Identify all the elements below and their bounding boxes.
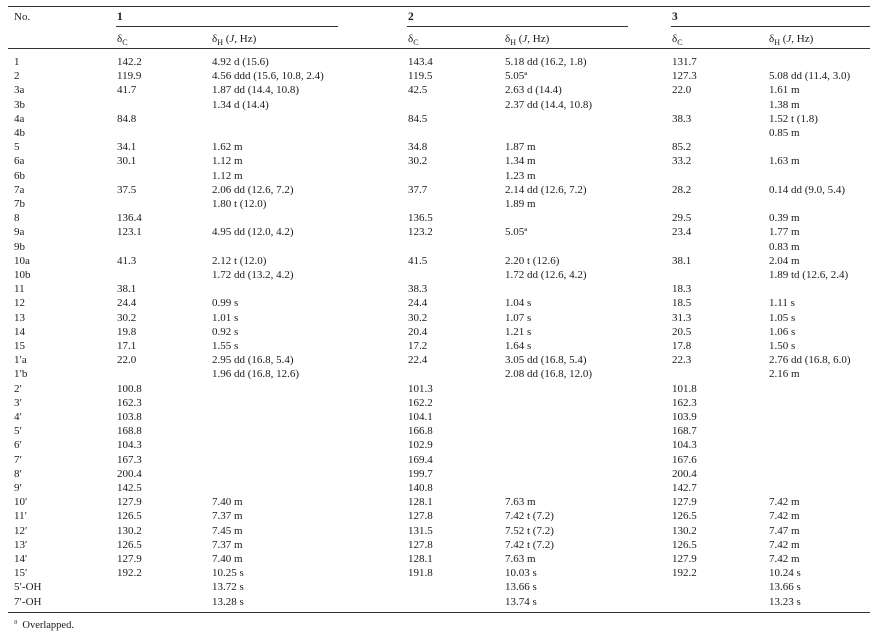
cell-c3: 200.4 <box>672 467 697 480</box>
cell-no: 2′ <box>14 382 22 395</box>
cell-no: 9b <box>14 240 25 253</box>
cell-no: 6a <box>14 155 25 168</box>
cell-h3: 13.23 s <box>769 595 801 608</box>
cell-c3: 142.7 <box>672 482 697 494</box>
cell-h2: 1.34 m <box>505 155 536 168</box>
cell-h3: 0.14 dd (9.0, 5.4) <box>769 183 846 196</box>
cell-h2: 1.07 s <box>505 311 532 324</box>
cell-c1: 41.3 <box>117 254 137 267</box>
cell-c3: 130.2 <box>672 524 697 537</box>
cell-c1: 142.2 <box>117 56 142 68</box>
cell-c3: 127.9 <box>672 496 697 509</box>
cell-h1: 7.40 m <box>212 553 243 565</box>
cell-c2: 199.7 <box>408 467 433 480</box>
cell-c2: 166.8 <box>408 425 433 438</box>
cell-h1: 1.62 m <box>212 141 243 154</box>
compound-3-header: 3 <box>672 11 678 23</box>
cell-h1: 10.25 s <box>212 567 244 580</box>
cell-h2: 7.42 t (7.2) <box>505 510 554 523</box>
cell-h2: 3.05 dd (16.8, 5.4) <box>505 354 587 367</box>
cell-h2: 1.21 s <box>505 325 532 338</box>
cell-h1: 1.96 dd (16.8, 12.6) <box>212 368 300 381</box>
cell-no: 6′ <box>14 439 22 452</box>
cell-c2: 38.3 <box>408 283 428 296</box>
cell-c3: 126.5 <box>672 510 697 523</box>
footnote-text: Overlapped. <box>22 620 74 631</box>
cell-no: 14 <box>14 325 25 338</box>
cell-h1: 2.06 dd (12.6, 7.2) <box>212 183 294 196</box>
cell-h1: 7.40 m <box>212 496 243 509</box>
column-header-no: No. <box>14 11 31 23</box>
cell-c3: 127.3 <box>672 70 697 83</box>
cell-no: 14′ <box>14 553 28 565</box>
cell-h2: 7.63 m <box>505 553 536 565</box>
cell-c2: 169.4 <box>408 453 433 466</box>
cell-c3: 192.2 <box>672 567 697 580</box>
cell-c3: 23.4 <box>672 226 692 239</box>
cell-h2: 2.37 dd (14.4, 10.8) <box>505 98 593 111</box>
cell-c3: 127.9 <box>672 553 697 565</box>
cell-c3: 22.0 <box>672 84 692 97</box>
cell-h2: 7.52 t (7.2) <box>505 524 554 537</box>
cell-h2: 1.89 m <box>505 198 536 210</box>
cell-c3: 168.7 <box>672 425 697 438</box>
cell-h1: 2.12 t (12.0) <box>212 254 267 267</box>
cell-h3: 1.50 s <box>769 340 796 352</box>
cell-c2: 101.3 <box>408 382 433 395</box>
cell-h2: 7.42 t (7.2) <box>505 538 554 551</box>
cell-h1: 0.92 s <box>212 325 239 338</box>
cell-h3: 1.52 t (1.8) <box>769 112 818 125</box>
cell-h2: 1.87 m <box>505 141 536 154</box>
cell-c3: 131.7 <box>672 56 697 68</box>
cell-c1: 127.9 <box>117 496 142 509</box>
cell-c2: 104.1 <box>408 411 433 423</box>
cell-no: 6b <box>14 169 25 182</box>
cell-c2: 30.2 <box>408 311 428 324</box>
cell-c3: 85.2 <box>672 141 692 154</box>
cell-c2: 128.1 <box>408 553 433 565</box>
cell-no: 12 <box>14 297 25 310</box>
cell-h1: 13.28 s <box>212 595 244 608</box>
cell-c2: 84.5 <box>408 112 428 125</box>
cell-h1: 0.99 s <box>212 297 239 310</box>
cell-h2: 13.66 s <box>505 581 537 594</box>
cell-c2: 42.5 <box>408 84 428 97</box>
cell-h2: 5.05ª <box>505 70 528 83</box>
cell-h1: 7.45 m <box>212 524 243 537</box>
subheader-dc-3: $\delta_C$ <box>672 33 683 48</box>
cell-c3: 167.6 <box>672 453 697 466</box>
cell-h3: 1.38 m <box>769 98 800 111</box>
cell-c2: 20.4 <box>408 325 428 338</box>
compound-2-header: 2 <box>408 11 414 23</box>
cell-no: 13′ <box>14 538 28 551</box>
cell-c1: 34.1 <box>117 141 137 154</box>
cell-h1: 1.55 s <box>212 340 239 352</box>
cell-c3: 20.5 <box>672 325 692 338</box>
cell-c3: 28.2 <box>672 183 692 196</box>
cell-c1: 136.4 <box>117 212 142 225</box>
cell-c2: 128.1 <box>408 496 433 509</box>
cell-h1: 2.95 dd (16.8, 5.4) <box>212 354 294 367</box>
cell-c3: 101.8 <box>672 382 697 395</box>
cell-no: 9′ <box>14 482 22 494</box>
cell-h3: 1.63 m <box>769 155 800 168</box>
cell-h3: 13.66 s <box>769 581 801 594</box>
cell-no: 1′b <box>14 368 28 381</box>
cell-c2: 191.8 <box>408 567 433 580</box>
cell-h3: 1.06 s <box>769 325 796 338</box>
subheader-dc-2: $\delta_C$ <box>408 33 419 48</box>
cell-c3: 162.3 <box>672 396 697 409</box>
cell-h1: 1.87 dd (14.4, 10.8) <box>212 84 300 97</box>
cell-h1: 1.01 s <box>212 311 239 324</box>
cell-no: 11′ <box>14 510 27 523</box>
subheader-dh-2: $\delta_H$ (J, Hz) <box>505 33 550 48</box>
cell-h1: 1.80 t (12.0) <box>212 198 267 210</box>
cell-c1: 126.5 <box>117 538 142 551</box>
cell-c2: 22.4 <box>408 354 428 367</box>
cell-c1: 84.8 <box>117 112 137 125</box>
compound-1-rule <box>116 26 338 27</box>
cell-c2: 127.8 <box>408 510 433 523</box>
cell-c3: 18.5 <box>672 297 692 310</box>
cell-no: 4b <box>14 127 25 139</box>
cell-no: 3b <box>14 98 25 111</box>
cell-c1: 17.1 <box>117 340 137 352</box>
footnote <box>14 619 74 633</box>
cell-no: 8 <box>14 212 20 225</box>
cell-c3: 29.5 <box>672 212 692 225</box>
cell-c3: 31.3 <box>672 311 692 324</box>
subheader-dc-1: $\delta_C$ <box>117 33 128 48</box>
cell-h2: 5.05ª <box>505 226 528 239</box>
cell-c1: 162.3 <box>117 396 142 409</box>
cell-c3: 38.3 <box>672 112 692 125</box>
cell-h1: 7.37 m <box>212 538 243 551</box>
cell-h3: 5.08 dd (11.4, 3.0) <box>769 70 851 83</box>
cell-c1: 103.8 <box>117 411 142 423</box>
cell-c2: 162.2 <box>408 396 433 409</box>
cell-c1: 200.4 <box>117 467 142 480</box>
cell-c1: 30.1 <box>117 155 137 168</box>
cell-c2: 17.2 <box>408 340 428 352</box>
cell-h2: 1.04 s <box>505 297 532 310</box>
cell-no: 12′ <box>14 524 28 537</box>
cell-no: 5′ <box>14 425 22 438</box>
cell-no: 9a <box>14 226 25 239</box>
cell-h1: 1.12 m <box>212 169 243 182</box>
cell-h3: 1.61 m <box>769 84 800 97</box>
cell-h2: 10.03 s <box>505 567 537 580</box>
cell-no: 10′ <box>14 496 28 509</box>
cell-h3: 2.76 dd (16.8, 6.0) <box>769 354 851 367</box>
cell-c3: 103.9 <box>672 411 697 423</box>
cell-no: 1′a <box>14 354 27 367</box>
cell-h1: 4.95 dd (12.0, 4.2) <box>212 226 294 239</box>
cell-no: 10b <box>14 269 31 281</box>
cell-c1: 24.4 <box>117 297 137 310</box>
cell-c1: 100.8 <box>117 382 142 395</box>
cell-h1: 1.12 m <box>212 155 243 168</box>
cell-no: 3a <box>14 84 25 97</box>
cell-h3: 0.85 m <box>769 127 800 139</box>
cell-h2: 5.18 dd (16.2, 1.8) <box>505 56 587 68</box>
cell-c3: 17.8 <box>672 340 692 352</box>
cell-h3: 1.89 td (12.6, 2.4) <box>769 269 849 281</box>
cell-h3: 7.42 m <box>769 510 800 523</box>
cell-h2: 1.23 m <box>505 169 536 182</box>
cell-h3: 0.39 m <box>769 212 800 225</box>
cell-h2: 1.64 s <box>505 340 532 352</box>
cell-h2: 1.72 dd (12.6, 4.2) <box>505 269 587 281</box>
table-top-rule <box>8 6 870 7</box>
cell-c1: 192.2 <box>117 567 142 580</box>
cell-c1: 142.5 <box>117 482 142 494</box>
cell-c2: 102.9 <box>408 439 433 452</box>
cell-h2: 2.08 dd (16.8, 12.0) <box>505 368 593 381</box>
cell-no: 4′ <box>14 411 22 423</box>
cell-no: 7b <box>14 198 25 210</box>
cell-c3: 22.3 <box>672 354 692 367</box>
cell-c2: 131.5 <box>408 524 433 537</box>
cell-h3: 2.16 m <box>769 368 800 381</box>
cell-no: 7′ <box>14 453 22 466</box>
cell-c2: 143.4 <box>408 56 433 68</box>
cell-no: 2 <box>14 70 20 83</box>
cell-c1: 19.8 <box>117 325 137 338</box>
cell-no: 13 <box>14 311 25 324</box>
cell-h3: 1.11 s <box>769 297 795 310</box>
cell-no: 10a <box>14 254 30 267</box>
cell-h2: 7.63 m <box>505 496 536 509</box>
cell-h1: 4.56 ddd (15.6, 10.8, 2.4) <box>212 70 324 83</box>
table-bottom-rule <box>8 612 870 613</box>
cell-c3: 126.5 <box>672 538 697 551</box>
cell-no: 7′-OH <box>14 595 42 608</box>
cell-c1: 168.8 <box>117 425 142 438</box>
footnote-mark: a <box>14 617 18 626</box>
cell-c2: 24.4 <box>408 297 428 310</box>
cell-c3: 18.3 <box>672 283 692 296</box>
compound-1-header: 1 <box>117 11 123 23</box>
cell-h3: 7.47 m <box>769 524 800 537</box>
cell-c1: 104.3 <box>117 439 142 452</box>
cell-h1: 4.92 d (15.6) <box>212 56 269 68</box>
cell-c1: 119.9 <box>117 70 142 83</box>
cell-c2: 127.8 <box>408 538 433 551</box>
cell-h3: 7.42 m <box>769 538 800 551</box>
cell-h2: 13.74 s <box>505 595 537 608</box>
cell-h1: 13.72 s <box>212 581 244 594</box>
cell-h3: 7.42 m <box>769 496 800 509</box>
compound-3-rule <box>671 26 870 27</box>
cell-h3: 1.77 m <box>769 226 800 239</box>
cell-c1: 22.0 <box>117 354 137 367</box>
cell-no: 4a <box>14 112 25 125</box>
cell-no: 8′ <box>14 467 22 480</box>
cell-c2: 34.8 <box>408 141 428 154</box>
cell-no: 5 <box>14 141 20 154</box>
cell-c2: 136.5 <box>408 212 433 225</box>
cell-c2: 30.2 <box>408 155 428 168</box>
cell-no: 5′-OH <box>14 581 42 594</box>
cell-no: 1 <box>14 56 20 68</box>
cell-no: 11 <box>14 283 25 296</box>
header-bottom-rule <box>8 48 870 49</box>
cell-c1: 167.3 <box>117 453 142 466</box>
cell-h2: 2.20 t (12.6) <box>505 254 560 267</box>
cell-c3: 38.1 <box>672 254 692 267</box>
subheader-dh-1: $\delta_H$ (J, Hz) <box>212 33 257 48</box>
cell-h3: 1.05 s <box>769 311 796 324</box>
compound-2-rule <box>407 26 628 27</box>
cell-c1: 123.1 <box>117 226 142 239</box>
cell-c2: 140.8 <box>408 482 433 494</box>
subheader-dh-3: $\delta_H$ (J, Hz) <box>769 33 814 48</box>
cell-c2: 119.5 <box>408 70 433 83</box>
cell-c1: 130.2 <box>117 524 142 537</box>
cell-c1: 127.9 <box>117 553 142 565</box>
cell-no: 15 <box>14 340 25 352</box>
cell-h3: 2.04 m <box>769 254 800 267</box>
cell-h1: 1.72 dd (13.2, 4.2) <box>212 269 294 281</box>
cell-h2: 2.63 d (14.4) <box>505 84 562 97</box>
cell-c1: 38.1 <box>117 283 137 296</box>
cell-c1: 126.5 <box>117 510 142 523</box>
cell-c2: 37.7 <box>408 183 428 196</box>
cell-c1: 30.2 <box>117 311 137 324</box>
cell-h2: 2.14 dd (12.6, 7.2) <box>505 183 587 196</box>
cell-no: 3′ <box>14 396 22 409</box>
cell-c3: 104.3 <box>672 439 697 452</box>
cell-h3: 7.42 m <box>769 553 800 565</box>
cell-c3: 33.2 <box>672 155 692 168</box>
cell-no: 7a <box>14 183 25 196</box>
cell-h1: 7.37 m <box>212 510 243 523</box>
cell-h3: 10.24 s <box>769 567 801 580</box>
cell-c1: 37.5 <box>117 183 137 196</box>
cell-c2: 123.2 <box>408 226 433 239</box>
cell-c2: 41.5 <box>408 254 428 267</box>
cell-h3: 0.83 m <box>769 240 800 253</box>
cell-no: 15′ <box>14 567 28 580</box>
cell-h1: 1.34 d (14.4) <box>212 98 269 111</box>
cell-c1: 41.7 <box>117 84 137 97</box>
